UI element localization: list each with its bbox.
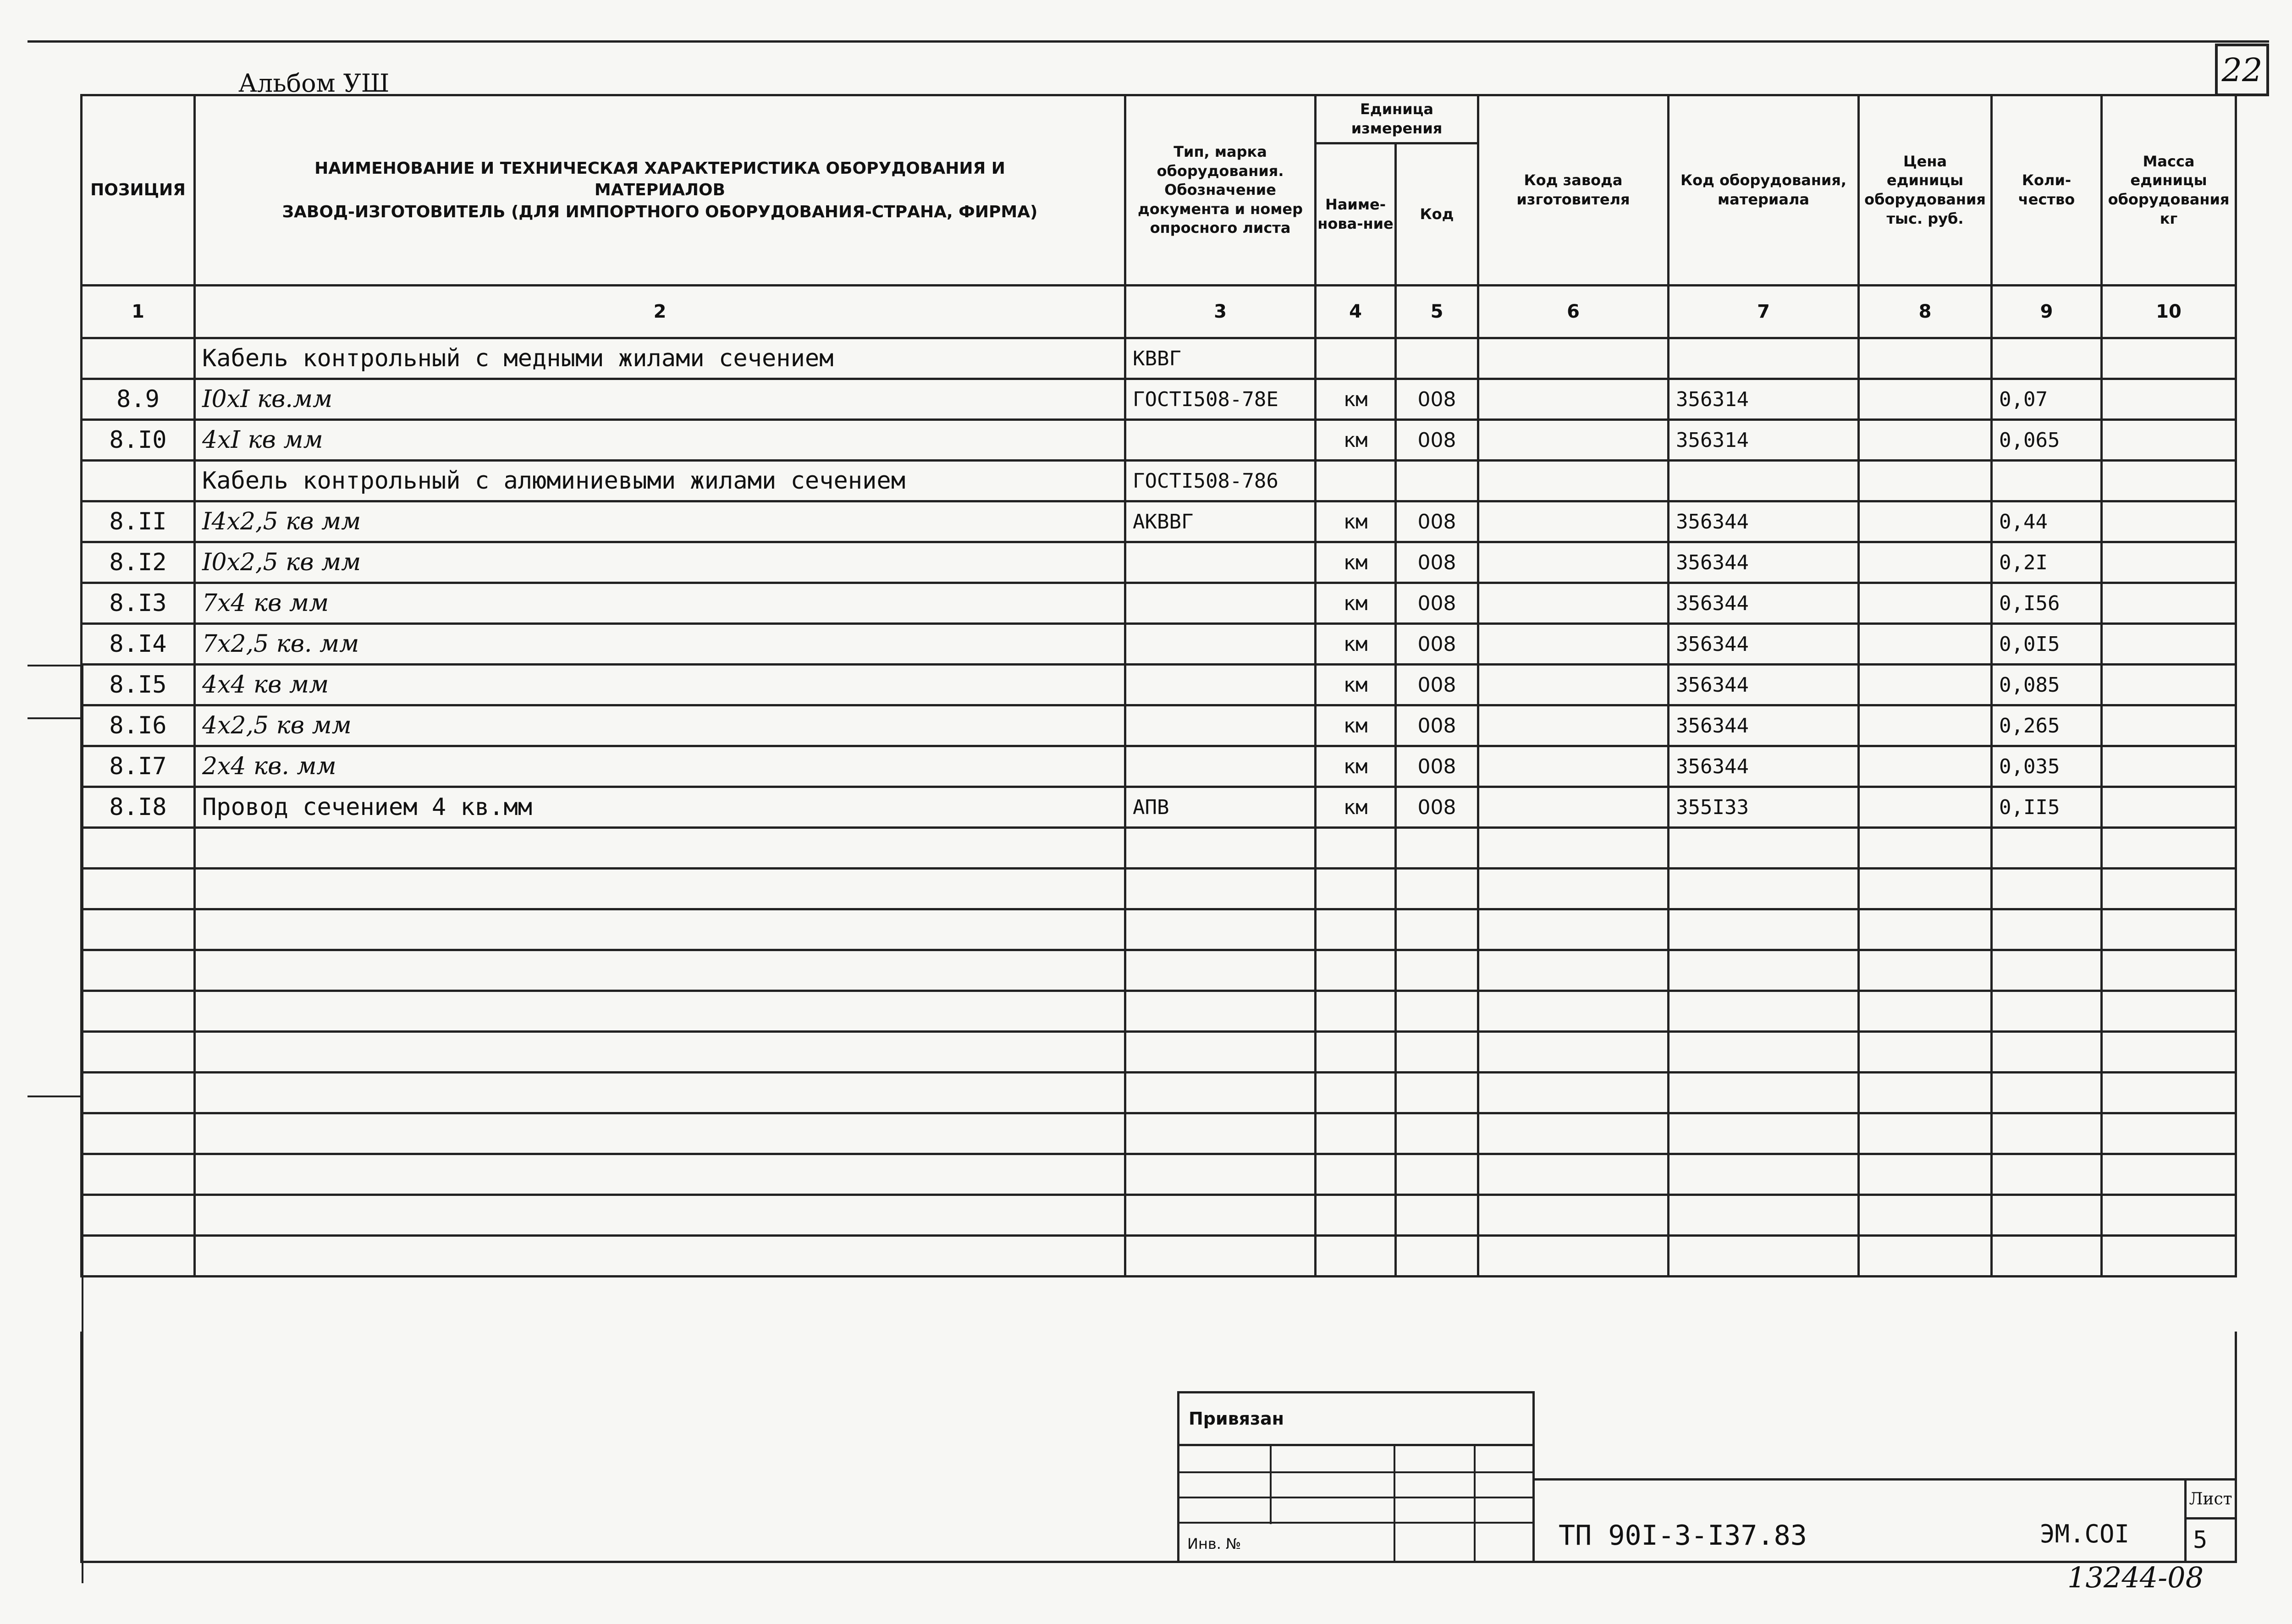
cell-price (1857, 459, 1993, 502)
empty-cell (1477, 826, 1669, 870)
stamp-grid-line (1394, 1444, 1395, 1563)
header-type (1124, 94, 1317, 286)
header-mass-label: Масса единицы оборудования кг (2108, 152, 2230, 227)
column-number: 7 (1667, 284, 1860, 339)
empty-cell (1667, 908, 1860, 951)
empty-cell (1990, 949, 2103, 992)
cell-price (1857, 786, 1993, 829)
empty-cell (1477, 1112, 1669, 1155)
cell-type (1124, 704, 1317, 747)
header-type-label: Тип, марка оборудования. Обозначение документа и номер опросного листа (1137, 143, 1303, 237)
empty-cell (1314, 826, 1397, 870)
cell-code: 008 (1394, 500, 1479, 543)
cell-mfr (1477, 622, 1669, 666)
cell-price (1857, 541, 1993, 584)
cell-unit: км (1314, 745, 1397, 788)
cell-mass (2100, 459, 2237, 502)
empty-cell (1394, 1112, 1479, 1155)
cell-name: Провод сечением 4 кв.мм (193, 786, 1126, 829)
header-unit-group-label: Единица измерения (1351, 100, 1443, 137)
empty-cell (1667, 1112, 1860, 1155)
cell-pos: 8.I4 (80, 622, 196, 666)
cell-price (1857, 704, 1993, 747)
cell-code: 008 (1394, 704, 1479, 747)
cell-name: 2x4 кв. мм (193, 745, 1126, 788)
cell-mass (2100, 622, 2237, 666)
cell-mass (2100, 582, 2237, 625)
cell-pos: 8.I0 (80, 418, 196, 462)
cell-mfr (1477, 378, 1669, 421)
empty-cell (80, 908, 196, 951)
empty-cell (1314, 1071, 1397, 1114)
cell-name: I4x2,5 кв мм (193, 500, 1126, 543)
empty-cell (193, 826, 1126, 870)
header-unit-name (1314, 142, 1397, 286)
cell-unit: км (1314, 500, 1397, 543)
cell-name: I0xI кв.мм (193, 378, 1126, 421)
cell-eq_code: 356344 (1667, 582, 1860, 625)
cell-type: АКВВГ (1124, 500, 1317, 543)
cell-code: 008 (1394, 786, 1479, 829)
sheet-label-cell (2184, 1478, 2237, 1519)
empty-cell (2100, 1234, 2237, 1277)
cell-eq_code: 356344 (1667, 500, 1860, 543)
document-mark: ЭМ.СОI (2040, 1519, 2130, 1548)
cell-unit: км (1314, 582, 1397, 625)
cell-type (1124, 418, 1317, 462)
cell-qty: 0,I56 (1990, 582, 2103, 625)
empty-cell (1314, 1234, 1397, 1277)
cell-eq_code: 356344 (1667, 745, 1860, 788)
header-name-line2: МАТЕРИАЛОВ (594, 181, 726, 200)
linked-label: Привязан (1189, 1409, 1284, 1429)
column-number: 6 (1477, 284, 1669, 339)
header-position (80, 94, 196, 286)
sheet-number-box (2215, 44, 2269, 96)
empty-cell (1394, 1194, 1479, 1237)
header-manufacturer-code (1477, 94, 1669, 286)
left-binding-line (28, 1096, 82, 1097)
empty-cell (1477, 949, 1669, 992)
cell-qty: 0,265 (1990, 704, 2103, 747)
empty-cell (80, 990, 196, 1033)
header-name-line1: НАИМЕНОВАНИЕ И ТЕХНИЧЕСКАЯ ХАРАКТЕРИСТИКА ОБОРУДОВАНИЯ И (314, 159, 1005, 178)
sheet-number: 22 (2221, 51, 2263, 89)
empty-cell (1477, 908, 1669, 951)
empty-cell (1990, 826, 2103, 870)
empty-cell (1124, 1194, 1317, 1237)
empty-cell (1124, 1071, 1317, 1114)
cell-type: ГОСТI508-786 (1124, 459, 1317, 502)
cell-type (1124, 622, 1317, 666)
empty-cell (1990, 867, 2103, 910)
empty-cell (1314, 949, 1397, 992)
empty-cell (1394, 826, 1479, 870)
empty-cell (1394, 949, 1479, 992)
empty-cell (1857, 1030, 1993, 1073)
empty-cell (193, 1112, 1126, 1155)
cell-code (1394, 459, 1479, 502)
cell-eq_code: 356344 (1667, 622, 1860, 666)
empty-cell (1990, 1234, 2103, 1277)
cell-qty: 0,0I5 (1990, 622, 2103, 666)
column-number: 8 (1857, 284, 1993, 339)
cell-pos (80, 337, 196, 380)
empty-cell (1394, 1153, 1479, 1196)
inventory-label-text: Инв. № (1187, 1535, 1241, 1552)
empty-cell (193, 867, 1126, 910)
cell-mfr (1477, 541, 1669, 584)
empty-cell (1477, 1071, 1669, 1114)
empty-cell (1124, 826, 1317, 870)
cell-unit: км (1314, 541, 1397, 584)
empty-cell (1667, 826, 1860, 870)
cell-mfr (1477, 500, 1669, 543)
linked-cell (1177, 1391, 1535, 1446)
cell-eq_code: 356344 (1667, 541, 1860, 584)
empty-cell (1314, 990, 1397, 1033)
cell-unit: км (1314, 378, 1397, 421)
cell-name: 7x4 кв мм (193, 582, 1126, 625)
empty-cell (80, 1194, 196, 1237)
header-price (1857, 94, 1993, 286)
empty-cell (1667, 990, 1860, 1033)
empty-cell (1667, 1234, 1860, 1277)
empty-cell (1124, 1234, 1317, 1277)
cell-mass (2100, 704, 2237, 747)
empty-cell (1314, 867, 1397, 910)
cell-price (1857, 622, 1993, 666)
inventory-label (1178, 1526, 1241, 1561)
empty-cell (1990, 908, 2103, 951)
cell-unit: км (1314, 418, 1397, 462)
empty-cell (2100, 1030, 2237, 1073)
empty-cell (1477, 1234, 1669, 1277)
cell-mass (2100, 786, 2237, 829)
cell-price (1857, 378, 1993, 421)
cell-mfr (1477, 663, 1669, 706)
cell-name: I0x2,5 кв мм (193, 541, 1126, 584)
cell-code: 008 (1394, 378, 1479, 421)
empty-cell (1990, 1030, 2103, 1073)
empty-cell (1394, 1071, 1479, 1114)
cell-price (1857, 745, 1993, 788)
empty-cell (80, 1071, 196, 1114)
cell-eq_code: 356314 (1667, 418, 1860, 462)
column-number: 9 (1990, 284, 2103, 339)
empty-cell (1990, 1153, 2103, 1196)
empty-cell (1857, 990, 1993, 1033)
cell-mfr (1477, 418, 1669, 462)
header-mass (2100, 94, 2237, 286)
empty-cell (1857, 1194, 1993, 1237)
empty-cell (1857, 1234, 1993, 1277)
cell-code: 008 (1394, 622, 1479, 666)
cell-unit: км (1314, 704, 1397, 747)
cell-qty: 0,2I (1990, 541, 2103, 584)
empty-cell (80, 1030, 196, 1073)
cell-mass (2100, 663, 2237, 706)
empty-cell (1124, 1153, 1317, 1196)
column-number: 10 (2100, 284, 2237, 339)
empty-cell (1124, 908, 1317, 951)
cell-unit (1314, 459, 1397, 502)
cell-name: Кабель контрольный с медными жилами сечением (193, 337, 1126, 380)
empty-cell (1477, 1153, 1669, 1196)
cell-unit: км (1314, 663, 1397, 706)
cell-pos: 8.9 (80, 378, 196, 421)
empty-cell (2100, 867, 2237, 910)
cell-qty: 0,035 (1990, 745, 2103, 788)
empty-cell (1667, 867, 1860, 910)
empty-cell (1857, 949, 1993, 992)
empty-cell (1124, 1112, 1317, 1155)
cell-mfr (1477, 745, 1669, 788)
sheet-value: 5 (2193, 1526, 2208, 1554)
cell-type (1124, 663, 1317, 706)
cell-mfr (1477, 704, 1669, 747)
cell-name: 4xI кв мм (193, 418, 1126, 462)
stamp-grid-line (1270, 1444, 1272, 1524)
empty-cell (1394, 1030, 1479, 1073)
cell-qty: 0,44 (1990, 500, 2103, 543)
cell-mass (2100, 745, 2237, 788)
cell-mfr (1477, 337, 1669, 380)
empty-cell (1990, 990, 2103, 1033)
empty-cell (80, 826, 196, 870)
empty-cell (1667, 1071, 1860, 1114)
cell-qty: 0,II5 (1990, 786, 2103, 829)
empty-cell (1990, 1194, 2103, 1237)
cell-type (1124, 541, 1317, 584)
empty-cell (2100, 1153, 2237, 1196)
empty-cell (193, 1194, 1126, 1237)
stamp-grid-line (1474, 1444, 1476, 1563)
empty-cell (1477, 990, 1669, 1033)
empty-cell (1477, 1030, 1669, 1073)
empty-cell (80, 1112, 196, 1155)
cell-code (1394, 337, 1479, 380)
empty-cell (1394, 867, 1479, 910)
empty-cell (1124, 867, 1317, 910)
header-unit-name-label: Наиме-нова-ние (1317, 195, 1394, 232)
header-equipment-code-label: Код оборудования, материала (1680, 171, 1847, 208)
empty-cell (1124, 990, 1317, 1033)
empty-cell (80, 1234, 196, 1277)
empty-cell (2100, 990, 2237, 1033)
empty-cell (193, 908, 1126, 951)
empty-cell (1857, 826, 1993, 870)
empty-cell (1857, 867, 1993, 910)
left-binding-line (28, 717, 82, 719)
empty-cell (1314, 1153, 1397, 1196)
empty-cell (80, 949, 196, 992)
cell-pos: 8.I2 (80, 541, 196, 584)
empty-cell (1857, 908, 1993, 951)
header-name (193, 94, 1126, 286)
header-quantity (1990, 94, 2103, 286)
left-binding-strip (28, 665, 83, 1583)
stamp-grid-line (1177, 1522, 1535, 1524)
empty-cell (1124, 1030, 1317, 1073)
empty-cell (1857, 1112, 1993, 1155)
empty-cell (1314, 1112, 1397, 1155)
empty-cell (193, 990, 1126, 1033)
empty-cell (1990, 1112, 2103, 1155)
cell-eq_code: 356314 (1667, 378, 1860, 421)
cell-code: 008 (1394, 745, 1479, 788)
cell-type: КВВГ (1124, 337, 1317, 380)
empty-cell (1124, 949, 1317, 992)
column-number: 3 (1124, 284, 1317, 339)
cell-price (1857, 663, 1993, 706)
cell-type: АПВ (1124, 786, 1317, 829)
empty-cell (1857, 1071, 1993, 1114)
cell-pos: 8.I5 (80, 663, 196, 706)
cell-code: 008 (1394, 663, 1479, 706)
cell-mass (2100, 378, 2237, 421)
cell-mass (2100, 337, 2237, 380)
empty-cell (1314, 1030, 1397, 1073)
header-position-label: ПОЗИЦИЯ (90, 181, 186, 200)
empty-cell (1394, 908, 1479, 951)
cell-price (1857, 337, 1993, 380)
cell-unit: км (1314, 622, 1397, 666)
document-code: ТП 90I-3-I37.83 (1559, 1519, 1807, 1552)
header-equipment-code (1667, 94, 1860, 286)
empty-cell (2100, 826, 2237, 870)
empty-cell (1667, 1194, 1860, 1237)
cell-mass (2100, 418, 2237, 462)
header-manufacturer-code-label: Код завода изготовителя (1516, 171, 1630, 208)
empty-cell (1477, 1194, 1669, 1237)
cell-name: 4x4 кв мм (193, 663, 1126, 706)
header-unit-code (1394, 142, 1479, 286)
cell-qty: 0,085 (1990, 663, 2103, 706)
cell-mfr (1477, 582, 1669, 625)
column-number: 4 (1314, 284, 1397, 339)
cell-pos: 8.I8 (80, 786, 196, 829)
cell-pos (80, 459, 196, 502)
cell-mass (2100, 541, 2237, 584)
cell-qty (1990, 459, 2103, 502)
cell-eq_code (1667, 459, 1860, 502)
cell-eq_code (1667, 337, 1860, 380)
empty-cell (1667, 1153, 1860, 1196)
empty-cell (2100, 949, 2237, 992)
header-price-label: Цена единицы оборудования тыс. руб. (1864, 152, 1986, 227)
empty-cell (80, 1153, 196, 1196)
cell-eq_code: 355I33 (1667, 786, 1860, 829)
cell-name: Кабель контрольный с алюминиевыми жилами сечением (193, 459, 1126, 502)
top-frame-line (28, 40, 2269, 43)
cell-eq_code: 356344 (1667, 704, 1860, 747)
empty-cell (193, 1071, 1126, 1114)
cell-price (1857, 418, 1993, 462)
cell-pos: 8.I7 (80, 745, 196, 788)
header-unit-group (1314, 94, 1479, 144)
header-unit-code-label: Код (1420, 205, 1454, 223)
empty-cell (1477, 867, 1669, 910)
cell-type: ГОСТI508-78Е (1124, 378, 1317, 421)
cell-price (1857, 582, 1993, 625)
empty-cell (193, 1030, 1126, 1073)
empty-cell (1394, 990, 1479, 1033)
album-label: Альбом УШ (238, 69, 390, 98)
cell-mfr (1477, 459, 1669, 502)
archive-number: 13244-08 (2067, 1561, 2204, 1594)
column-number: 2 (193, 284, 1126, 339)
cell-pos: 8.II (80, 500, 196, 543)
cell-code: 008 (1394, 541, 1479, 584)
cell-qty: 0,07 (1990, 378, 2103, 421)
sheet-value-cell (2184, 1517, 2237, 1563)
stamp-grid-line (1177, 1497, 1535, 1498)
empty-cell (1857, 1153, 1993, 1196)
cell-qty (1990, 337, 2103, 380)
cell-type (1124, 745, 1317, 788)
empty-cell (1314, 908, 1397, 951)
header-quantity-label: Коли-чество (2018, 171, 2075, 208)
empty-cell (1667, 1030, 1860, 1073)
cell-mfr (1477, 786, 1669, 829)
cell-pos: 8.I6 (80, 704, 196, 747)
empty-cell (1314, 1194, 1397, 1237)
cell-unit (1314, 337, 1397, 380)
empty-cell (193, 1234, 1126, 1277)
cell-code: 008 (1394, 582, 1479, 625)
cell-name: 7x2,5 кв. мм (193, 622, 1126, 666)
cell-qty: 0,065 (1990, 418, 2103, 462)
cell-pos: 8.I3 (80, 582, 196, 625)
sheet-label: Лист (2189, 1489, 2232, 1508)
empty-cell (2100, 1071, 2237, 1114)
cell-unit: км (1314, 786, 1397, 829)
cell-mass (2100, 500, 2237, 543)
empty-cell (193, 949, 1126, 992)
empty-cell (1990, 1071, 2103, 1114)
empty-cell (2100, 908, 2237, 951)
cell-eq_code: 356344 (1667, 663, 1860, 706)
empty-cell (1394, 1234, 1479, 1277)
stamp-grid-line (1177, 1471, 1535, 1473)
empty-cell (193, 1153, 1126, 1196)
empty-cell (80, 867, 196, 910)
empty-cell (1667, 949, 1860, 992)
column-number: 1 (80, 284, 196, 339)
column-number: 5 (1394, 284, 1479, 339)
cell-code: 008 (1394, 418, 1479, 462)
cell-price (1857, 500, 1993, 543)
empty-cell (2100, 1194, 2237, 1237)
cell-type (1124, 582, 1317, 625)
header-name-line3: ЗАВОД-ИЗГОТОВИТЕЛЬ (ДЛЯ ИМПОРТНОГО ОБОРУДОВАНИЯ-СТРАНА, ФИРМА) (282, 202, 1038, 221)
empty-cell (2100, 1112, 2237, 1155)
cell-name: 4x2,5 кв мм (193, 704, 1126, 747)
